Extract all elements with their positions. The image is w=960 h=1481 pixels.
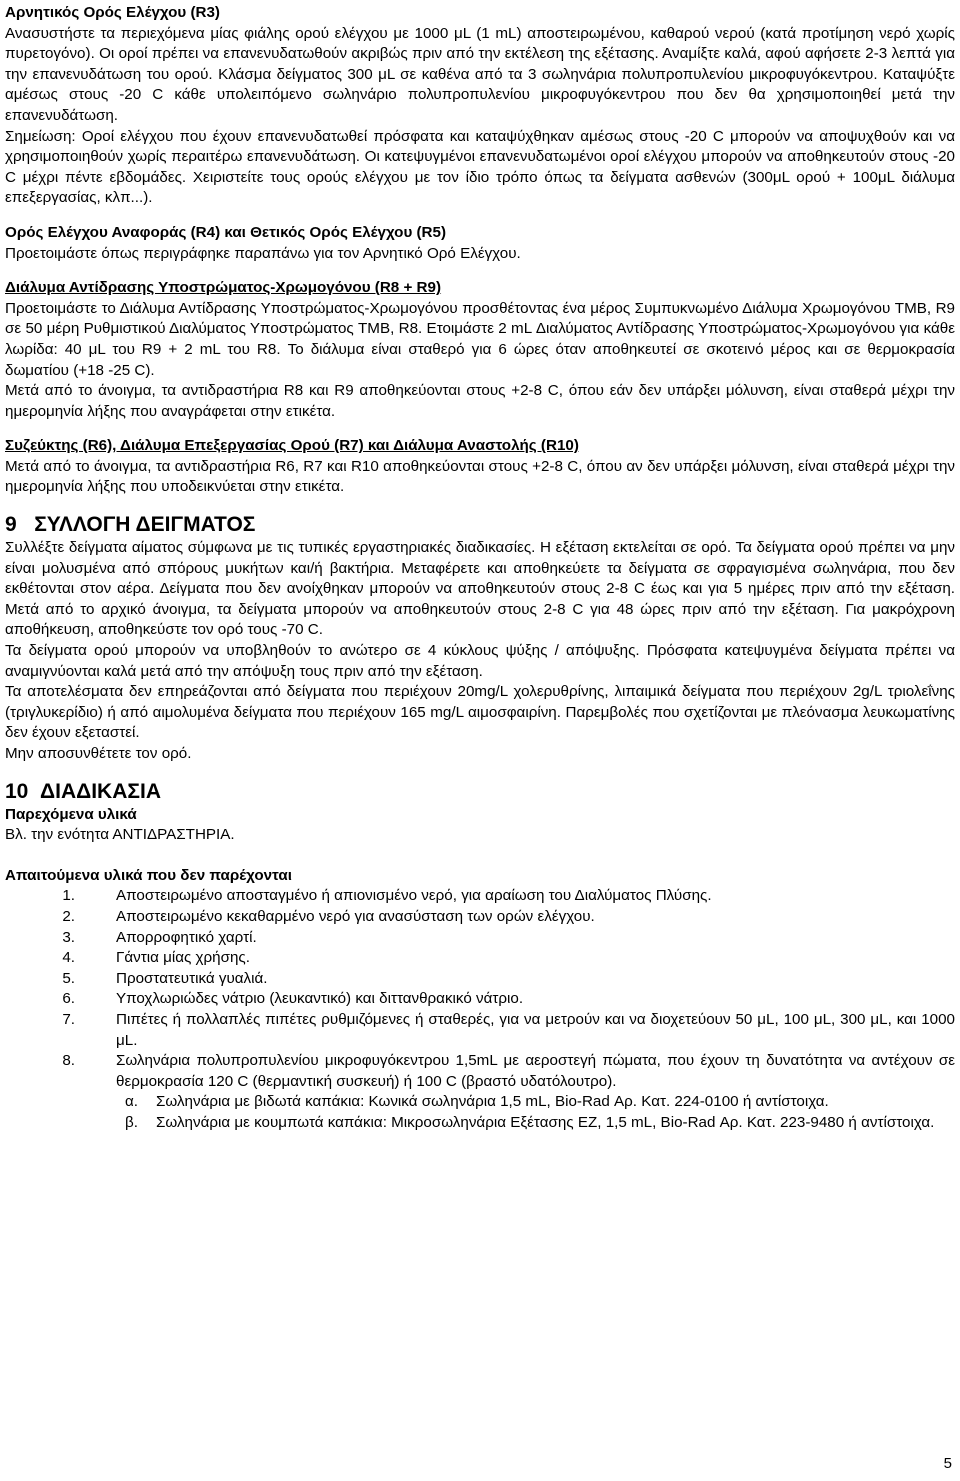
list-item xyxy=(5,989,955,1010)
sub-list-item xyxy=(116,1113,955,1134)
list-item xyxy=(5,1010,955,1051)
list-item xyxy=(5,886,955,907)
list-item-number: 5. xyxy=(62,969,75,987)
list-item xyxy=(5,907,955,928)
list-item-number: 6. xyxy=(62,990,75,1008)
required-materials-list xyxy=(5,886,955,1092)
list-item-number: 7. xyxy=(62,1010,75,1028)
list-item-text: Πιπέτες ή πολλαπλές πιπέτες ρυθμιζόμενες ή σταθερές, για να μετρούν και να διοχετεύουν 50 μL, 100 μL, 300 μL, και 1000 μL. xyxy=(116,1010,955,1049)
list-item-text: Αποστειρωμένο κεκαθαρμένο νερό για ανασύσταση των ορών ελέγχου. xyxy=(116,907,595,925)
negative-control-paragraph-2: Σημείωση: Οροί ελέγχου που έχουν επανενυδατωθεί πρόσφατα και καταψύχθηκαν αμέσως στους -20 C μπορούν να αποψυχθούν και να χρησιμοποιηθούν χωρίς περαιτέρω επανενυδάτωση. Οι κατεψυγμένοι επανενυδατωμένοι οροί ελέγχου μπορούν να αποθηκευτούν στους -20 C μέχρι πέντε εβδομάδες. Χειριστείτε τους ορούς ελέγχου με τον ίδιο τρόπο όπως τα δείγματα ασθενών (300μL ορού + 100μL διάλυμα επεξεργασίας, κλπ...). xyxy=(5,127,955,207)
negative-control-heading: Αρνητικός Ορός Ελέγχου (R3) xyxy=(5,4,220,21)
sub-list-item-text: Σωληνάρια με βιδωτά καπάκια: Κωνικά σωληνάρια 1,5 mL, Bio-Rad Αρ. Κατ. 224-0100 ή αντίστοιχα. xyxy=(156,1093,829,1111)
list-item-text: Γάντια μίας χρήσης. xyxy=(116,949,250,967)
list-item xyxy=(5,1051,955,1092)
reference-control-section xyxy=(5,223,955,264)
negative-control-section xyxy=(5,3,955,209)
list-item-number: 1. xyxy=(62,887,75,905)
page-number: 5 xyxy=(943,1455,952,1473)
provided-materials-text: Βλ. την ενότητα ΑΝΤΙΔΡΑΣΤΗΡΙΑ. xyxy=(5,826,235,844)
sub-list-item-letter: β. xyxy=(125,1113,138,1131)
conjugate-heading: Συζεύκτης (R6), Διάλυμα Επεξεργασίας Ορού (R7) και Διάλυμα Αναστολής (R10) xyxy=(5,437,579,455)
substrate-paragraph-1: Προετοιμάστε το Διάλυμα Αντίδρασης Υποστρώματος-Χρωμογόνου προσθέτοντας ένα μέρος Συμπυκνωμένο Διάλυμα Χρωμογόνου TMB, R9 σε 50 μέρη Ρυθμιστικού Διαλύματος Υποστρώματος TMB, R8. Ετοιμάστε 2 mL Διαλύματος Αντίδρασης Υποστρώματος-Χρωμογόνου για κάθε λωρίδα: 40 μL του R9 + 2 mL του R8. Το διάλυμα είναι σταθερό για 6 ώρες όταν αποθηκευτεί σε σκοτεινό μέρος και σε θερμοκρασία δωματίου (+18 -25 C). xyxy=(5,299,955,379)
conjugate-section xyxy=(5,436,955,498)
section-9-title-text: ΣΥΛΛΟΓΗ ΔΕΙΓΜΑΤΟΣ xyxy=(34,513,256,537)
section-10 xyxy=(5,779,955,1134)
negative-control-paragraph-1: Ανασυστήστε τα περιεχόμενα μίας φιάλης ορού ελέγχου με 1000 μL (1 mL) αποστειρωμένου, καθαρού νερού (κατά προτίμηση νερό χωρίς πυρετογόνο). Οι οροί πρέπει να επανενυδατωθούν ακριβώς πριν από την εκτέλεση της εξέτασης. Αναμίξτε καλά, αφού αφήσετε 2-3 λεπτά για την επανενυδάτωση του ορού. Κλάσμα δείγματος 300 μL σε καθένα από τα 3 σωληνάρια πολυπροπυλενίου μικροφυγόκεντρου. Καταψύξτε αμέσως στους -20 C κάθε υπολειπόμενο σωληνάριο πολυπροπυλενίου μικροφυγόκεντρου που δεν θα χρησιμοποιηθεί μετά την επανενυδάτωση. xyxy=(5,24,955,124)
list-item-text: Σωληνάρια πολυπροπυλενίου μικροφυγόκεντρου 1,5mL με αεροστεγή πώματα, που έχουν τη δυνατότητα να αντέχουν σε θερμοκρασία 120 C (θερμαντική συσκευή) ή 100 C (βραστό υδατόλουτρο). xyxy=(116,1052,955,1090)
list-item-text: Προστατευτικά γυαλιά. xyxy=(116,969,268,987)
section-9 xyxy=(5,512,955,765)
required-materials-heading: Απαιτούμενα υλικά που δεν παρέχονται xyxy=(5,866,292,884)
sub-list-item-letter: α. xyxy=(125,1093,138,1111)
section-10-title-text: ΔΙΑΔΙΚΑΣΙΑ xyxy=(40,779,161,803)
sub-list-item xyxy=(116,1092,955,1113)
list-item-number: 8. xyxy=(62,1052,75,1070)
section-9-paragraph-3: Τα αποτελέσματα δεν επηρεάζονται από δείγματα που περιέχουν 20mg/L χολερυθρίνης, λιπαιμικά δείγματα που περιέχουν 2g/L τριολεΐνης (τριγλυκερίδιο) ή από αιμολυμένα δείγματα που περιέχουν 165 mg/L αιμοσφαιρίνη. Παρεμβολές που σχετίζονται με πλεόνασμα λευκωματίνης δεν έχουν εξεταστεί. xyxy=(5,683,955,742)
list-item-number: 3. xyxy=(62,928,75,946)
list-item xyxy=(5,928,955,949)
sub-list-item-text: Σωληνάρια με κουμπωτά καπάκια: Μικροσωληνάρια Εξέτασης EZ, 1,5 mL, Bio-Rad Αρ. Κατ. 223-9480 ή αντίστοιχα. xyxy=(156,1113,935,1131)
list-item-number: 2. xyxy=(62,907,75,925)
list-item-text: Αποστειρωμένο αποσταγμένο ή απιονισμένο νερό, για αραίωση του Διαλύματος Πλύσης. xyxy=(116,887,712,905)
section-9-paragraph-2: Τα δείγματα ορού μπορούν να υποβληθούν το ανώτερο σε 4 κύκλους ψύξης / απόψυξης. Πρόσφατα κατεψυγμένα δείγματα πρέπει να αναμιγνύονται καλά μετά από την απόψυξη τους πριν από την εξέταση. xyxy=(5,642,955,680)
section-9-paragraph-4: Μην αποσυνθέτετε τον ορό. xyxy=(5,745,192,762)
list-item xyxy=(5,969,955,990)
substrate-section xyxy=(5,278,955,422)
substrate-heading: Διάλυμα Αντίδρασης Υποστρώματος-Χρωμογόνου (R8 + R9) xyxy=(5,279,442,297)
list-item xyxy=(5,948,955,969)
list-item-text: Απορροφητικό χαρτί. xyxy=(116,928,257,946)
provided-materials-heading: Παρεχόμενα υλικά xyxy=(5,805,137,823)
section-9-title xyxy=(5,512,955,538)
section-10-title xyxy=(5,779,955,805)
list-item-text: Υποχλωριώδες νάτριο (λευκαντικό) και διττανθρακικό νάτριο. xyxy=(116,990,524,1008)
document-page xyxy=(5,3,955,1134)
section-10-number: 10 xyxy=(5,779,29,803)
section-9-paragraph-1: Συλλέξτε δείγματα αίματος σύμφωνα με τις τυπικές εργαστηριακές διαδικασίες. Η εξέταση εκτελείται σε ορό. Τα δείγματα ορού πρέπει να μην είναι μολυσμένα από σπόρους μυκήτων και/ή βακτήρια. Μεταφέρετε και αποθηκεύετε τα δείγματα σε σφραγισμένα σωληνάρια, που δεν εκθέτονται στον αέρα. Δείγματα που δεν ανοίχθηκαν μπορούν να αποθηκευτούν στους 2-8 C έως και για 5 ημέρες πριν από την εξέταση. Μετά από το αρχικό άνοιγμα, τα δείγματα μπορούν να αποθηκευτούν στους 2-8 C για 48 ώρες πριν από την εξέταση. Για μακρόχρονη αποθήκευση, αποθηκεύστε τον ορό τους -70 C. xyxy=(5,539,955,639)
reference-control-paragraph: Προετοιμάστε όπως περιγράφηκε παραπάνω για τον Αρνητικό Ορό Ελέγχου. xyxy=(5,244,521,262)
conjugate-paragraph: Μετά από το άνοιγμα, τα αντιδραστήρια R6, R7 και R10 αποθηκεύονται στους +2-8 C, όπου αν δεν υπάρξει μόλυνση, είναι σταθερά μέχρι την ημερομηνία λήξης που υποδεικνύεται στην ετικέτα. xyxy=(5,457,955,496)
list-item-number: 4. xyxy=(62,949,75,967)
reference-control-heading: Ορός Ελέγχου Αναφοράς (R4) και Θετικός Ορός Ελέγχου (R5) xyxy=(5,223,447,241)
section-9-number: 9 xyxy=(5,513,17,537)
substrate-paragraph-2: Μετά από το άνοιγμα, τα αντιδραστήρια R8 και R9 αποθηκεύονται στους +2-8 C, όπου εάν δεν υπάρξει μόλυνση, είναι σταθερά μέχρι την ημερομηνία λήξης που αναγράφεται στην ετικέτα. xyxy=(5,382,955,420)
